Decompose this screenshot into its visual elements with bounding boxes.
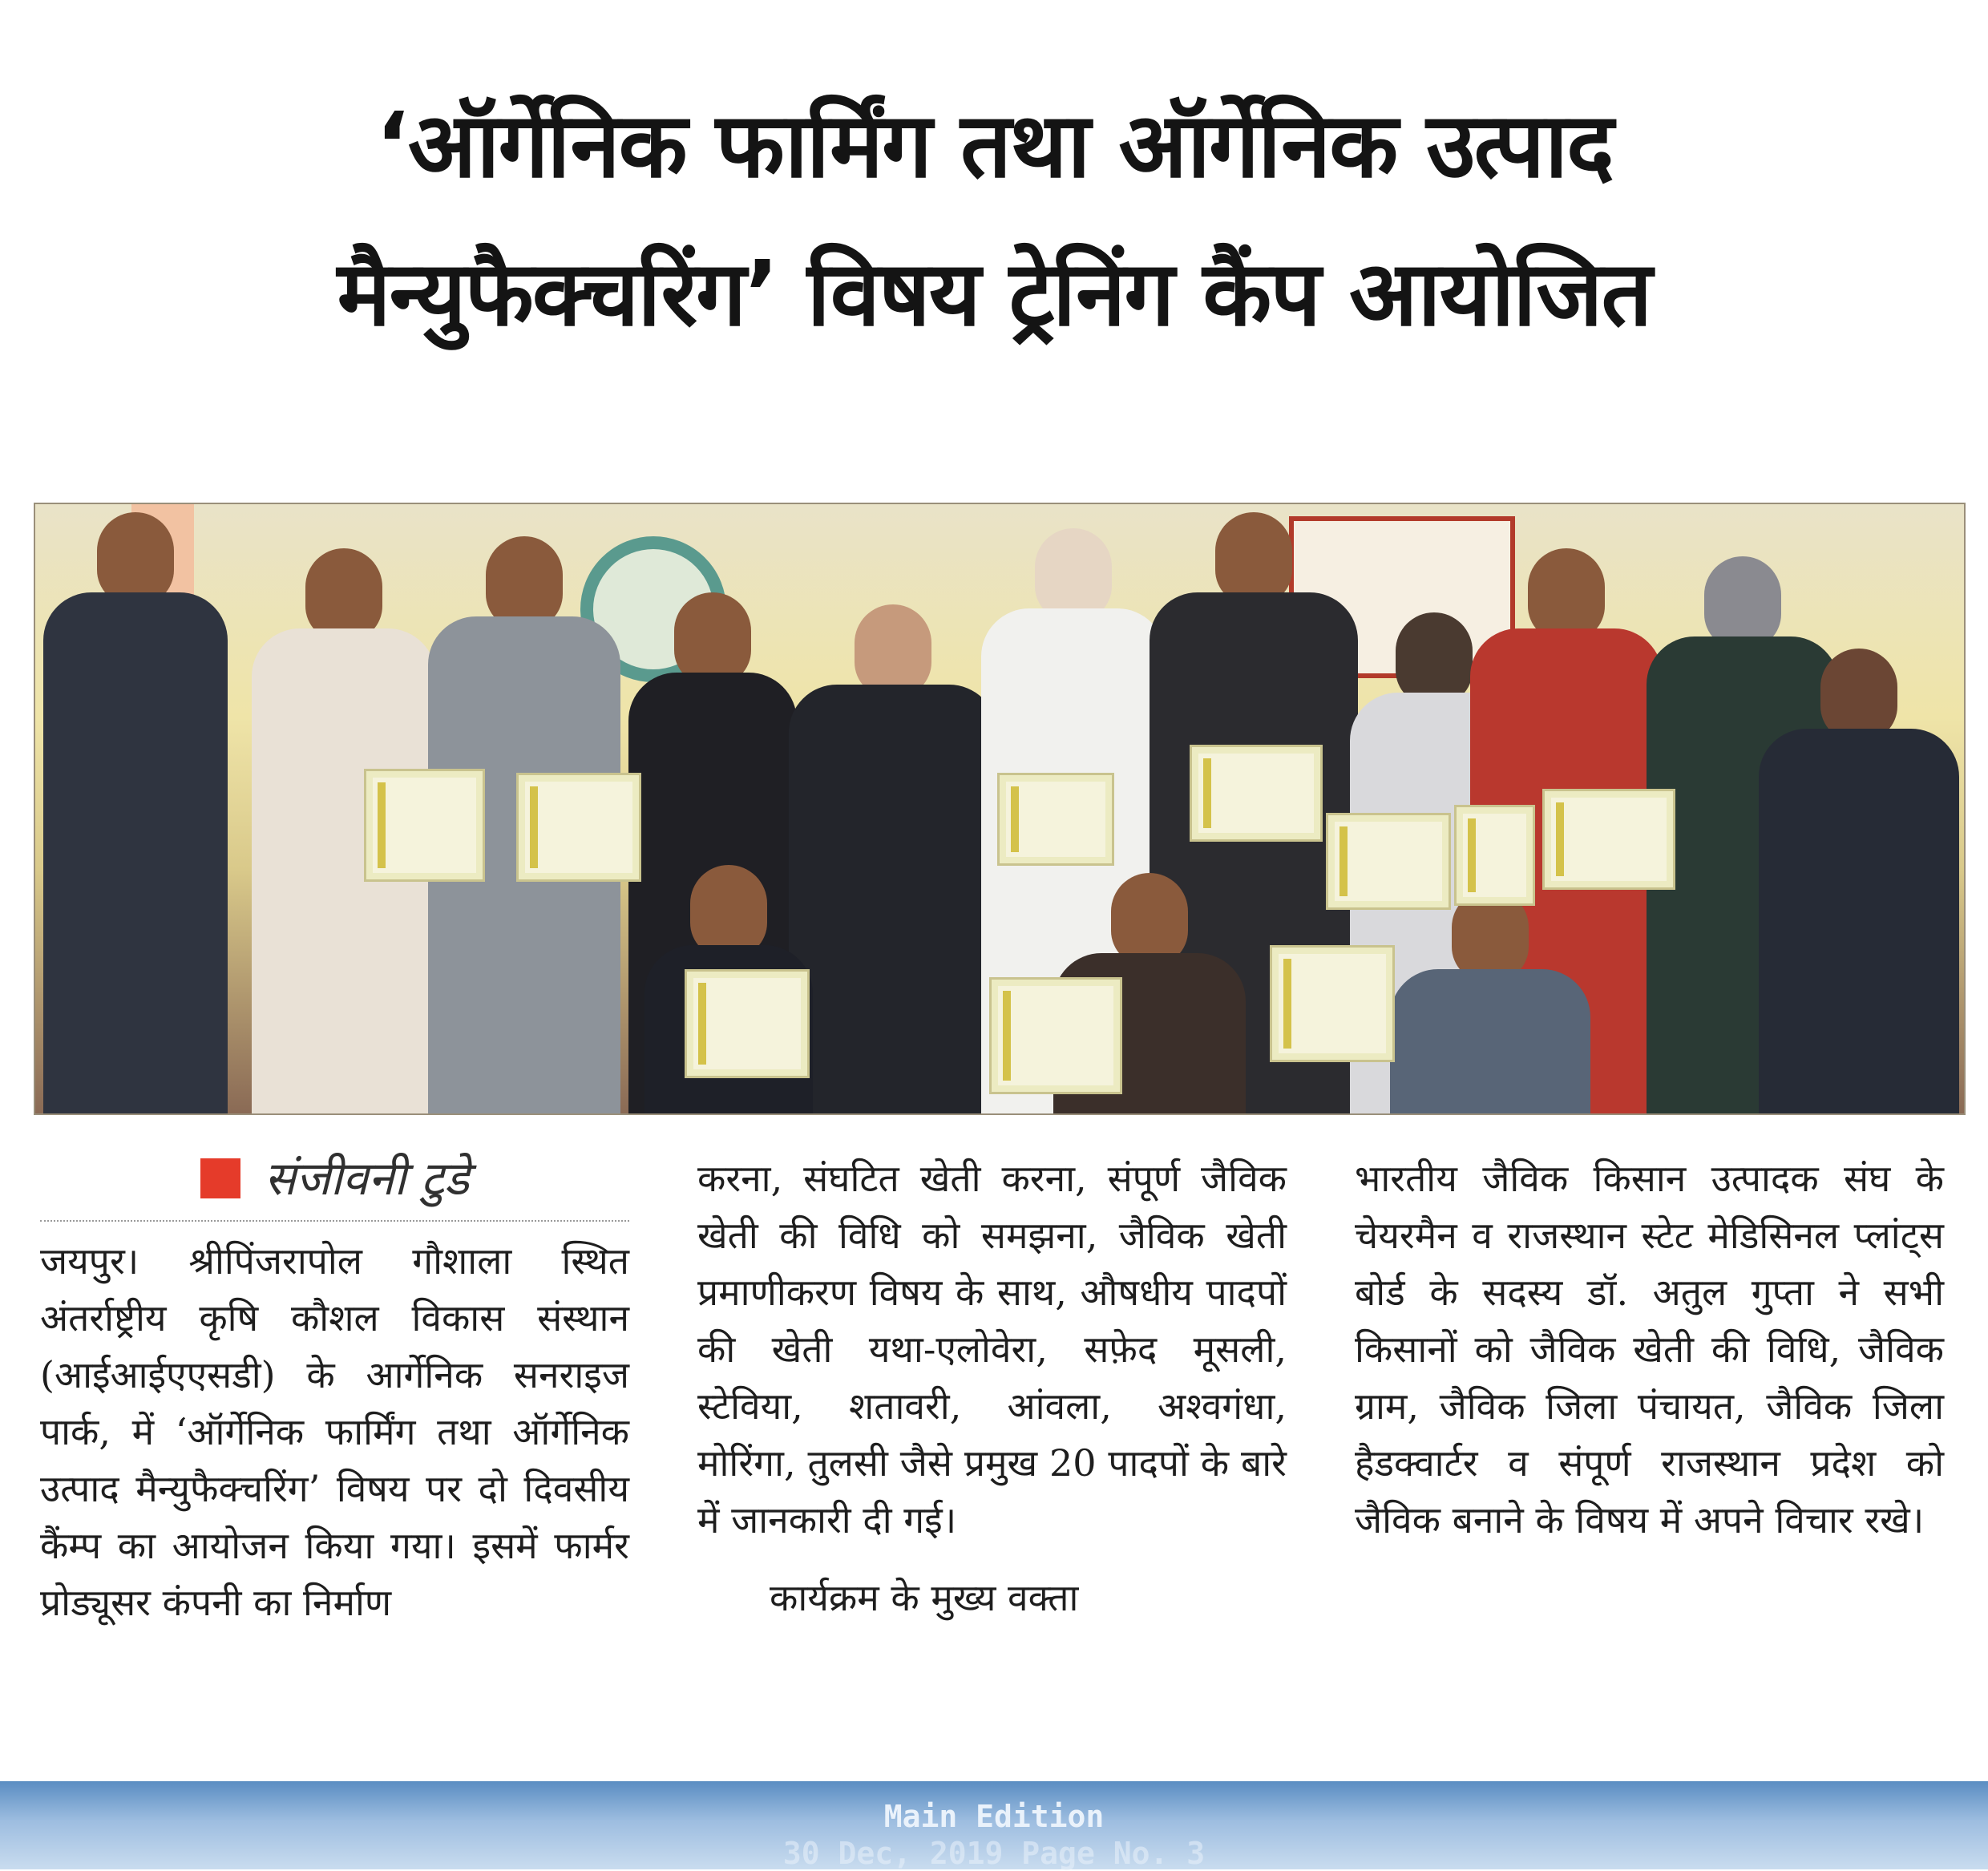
edition-footer <box>0 1781 1988 1869</box>
certificate <box>997 773 1114 866</box>
photo-person <box>789 604 997 1113</box>
headline-line-1: ‘ऑर्गेनिक फार्मिंग तथा ऑर्गेनिक उत्पाद <box>375 94 1613 198</box>
certificate <box>364 769 485 882</box>
certificate <box>1270 945 1395 1062</box>
article-column-3 <box>1355 1150 1944 1549</box>
article-column-2 <box>697 1150 1287 1627</box>
headline-line-2: मैन्युफैक्चरिंग’ विषय ट्रेनिंग कैंप आयोजित <box>337 242 1651 346</box>
news-photo <box>34 503 1966 1115</box>
byline-marker-icon <box>200 1158 240 1198</box>
certificate <box>685 969 810 1078</box>
edition-label: Main Edition <box>883 1799 1105 1834</box>
certificate <box>516 773 641 882</box>
certificate <box>989 977 1122 1094</box>
page-info: 30 Dec, 2019 Page No. 3 <box>782 1836 1206 1871</box>
certificate <box>1190 745 1323 842</box>
photo-person <box>1759 649 1959 1113</box>
article-column-2-para-2: कार्यक्रम के मुख्य वक्ता <box>770 1576 1079 1619</box>
certificate <box>1542 789 1675 890</box>
photo-person <box>43 512 228 1113</box>
certificate <box>1326 813 1451 910</box>
byline-author: संजीवनी टुडे <box>264 1150 470 1206</box>
article-column-3-text: भारतीय जैविक किसान उत्पादक संघ के चेयरमैन व राजस्थान स्टेट मेडिसिनल प्लांट्स बोर्ड के सदस्य डॉ. अतुल गुप्ता ने सभी किसानों को जैविक खेती की विधि, जैविक ग्राम, जैविक जिला पंचायत, जैविक जिला हैडक्वार्टर व संपूर्ण राजस्थान प्रदेश को जैविक बनाने के विषय में अपने विचार रखे। <box>1355 1157 1944 1542</box>
article-column-2-text: करना, संघटित खेती करना, संपूर्ण जैविक खेती की विधि को समझना, जैविक खेती प्रमाणीकरण विषय के साथ, औषधीय पादपों की खेती यथा-एलोवेरा, सफ़ेद मूसली, स्टेविया, शतावरी, आंवला, अश्वगंधा, मोरिंगा, तुलसी जैसे प्रमुख 20 पादपों के बारे में जानकारी दी गई। <box>697 1157 1287 1542</box>
photo-person <box>1390 889 1590 1113</box>
byline <box>40 1146 629 1222</box>
certificate <box>1454 805 1535 906</box>
article-column-1-text: जयपुर। श्रीपिंजरापोल गौशाला स्थित अंतर्राष्ट्रीय कृषि कौशल विकास संस्थान (आईआईएएसडी) के आर्गेनिक सनराइज पार्क, में ‘ऑर्गेनिक फार्मिंग तथा ऑर्गेनिक उत्पाद मैन्युफैक्चरिंग’ विषय पर दो दिवसीय कैंम्प का आयोजन किया गया। इसमें फार्मर प्रोड्यूसर कंपनी का निर्माण <box>40 1239 629 1624</box>
article-column-1 <box>40 1146 629 1631</box>
headline <box>32 72 1956 369</box>
